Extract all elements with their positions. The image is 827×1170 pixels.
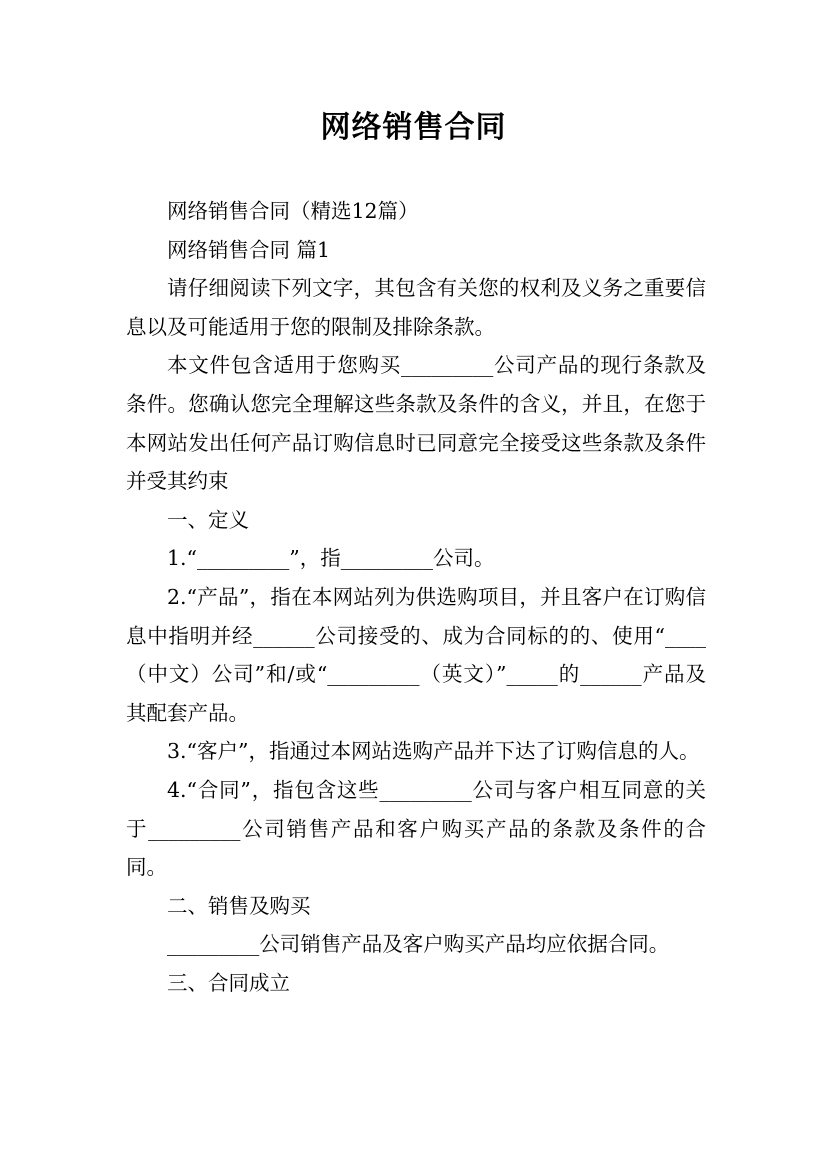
sales-heading: 二、销售及购买 <box>167 893 311 918</box>
definition-item-1: 1.“_________”，指_________公司。 <box>167 546 495 571</box>
notice-paragraph: 请仔细阅读下列文字，其包含有关您的权利及义务之重要信息以及可能适用于您的限制及排除条款。 <box>126 276 706 339</box>
definition-item-4: 4.“合同”，指包含这些_________公司与客户相互同意的关于_________公司销售产品和客户购买产品的条款及条件的合同。 <box>126 777 706 880</box>
definition-item-2: 2.“产品”，指在本网站列为供选购项目，并且客户在订购信息中指明并经______公司接受的、成为合同标的的、使用“____（中文）公司”和/或“_________（英文）”_____的______产品及其配套产品。 <box>126 584 706 725</box>
definitions-heading: 一、定义 <box>167 507 249 532</box>
definition-item-3: 3.“客户”，指通过本网站选购产品并下达了订购信息的人。 <box>167 739 700 764</box>
section-heading-paragraph: 网络销售合同 篇1 <box>167 237 331 262</box>
document-title: 网络销售合同 <box>320 110 507 145</box>
contract-formation-heading: 三、合同成立 <box>167 970 290 995</box>
subtitle-paragraph: 网络销售合同（精选12篇） <box>167 199 419 223</box>
scope-paragraph: 本文件包含适用于您购买_________公司产品的现行条款及条件。您确认您完全理解这些条款及条件的含义，并且，在您于本网站发出任何产品订购信息时已同意完全接受这些条款及条件并受其约束 <box>126 353 706 494</box>
sales-paragraph: _________公司销售产品及客户购买产品均应依据合同。 <box>167 932 670 957</box>
document-body <box>126 192 706 1002</box>
